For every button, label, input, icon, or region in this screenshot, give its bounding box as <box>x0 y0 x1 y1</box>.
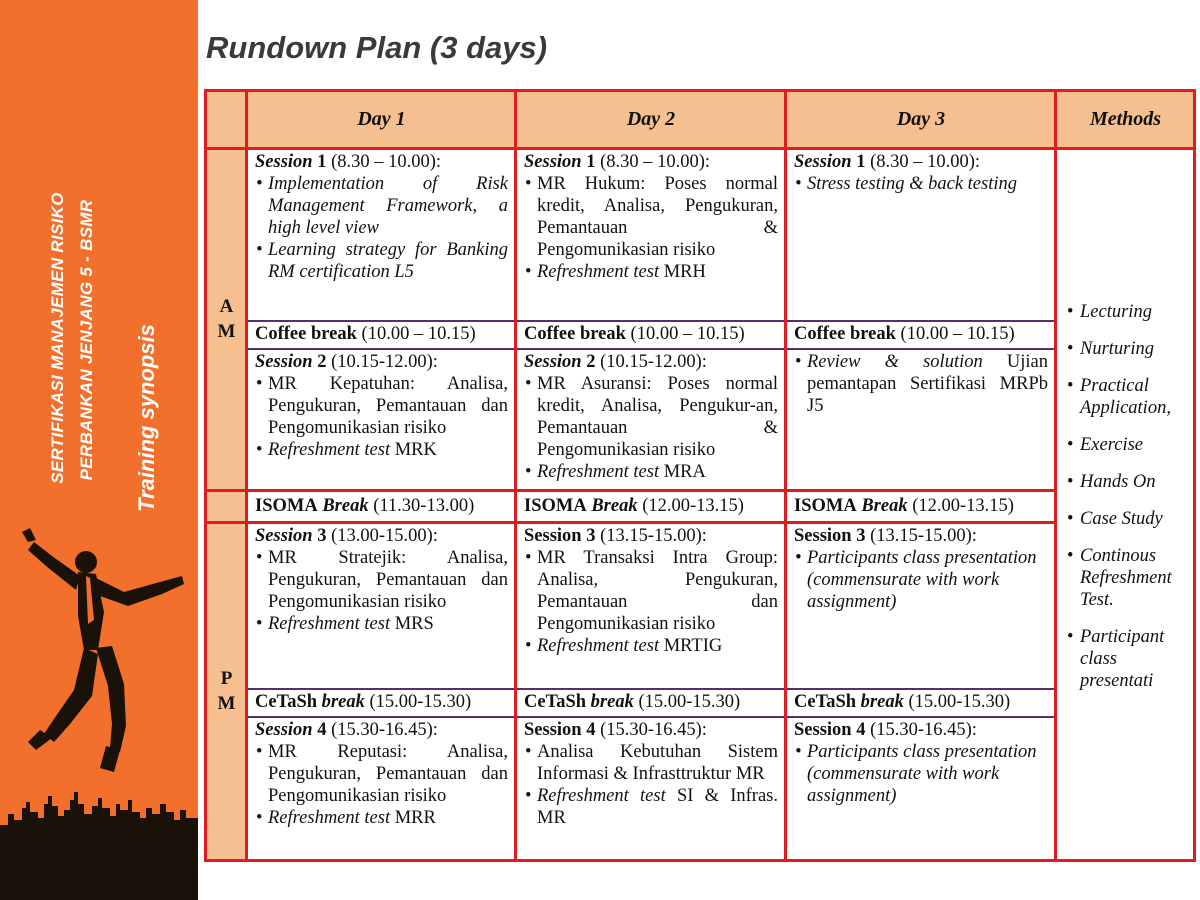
break-word: break <box>586 692 634 712</box>
break-time: (10.00 – 10.15) <box>625 324 745 344</box>
list-item: • Participants class presentation (commensurate with work assignment) <box>794 741 1048 807</box>
item-italic: Refreshment test <box>537 262 660 282</box>
table-row <box>206 491 1195 523</box>
session-time: (8.30 – 10.00): <box>595 152 711 172</box>
sidebar-title-line2: PERBANKAN JENJANG 5 - BSMR <box>77 199 96 481</box>
break-word: Break <box>586 496 638 516</box>
break-time: (15.00-15.30) <box>633 692 741 712</box>
break-time: (12.00-13.15) <box>637 496 744 516</box>
session-label: Session <box>255 351 313 372</box>
session-label: Session <box>255 526 313 546</box>
session-time: (15.30-16.45): <box>595 719 707 740</box>
day1-cetash <box>247 689 516 717</box>
break-time: (15.00-15.30) <box>364 692 472 712</box>
day3-coffee <box>786 321 1056 349</box>
sidebar-band <box>0 0 198 900</box>
list-item: • Stress testing & back testing <box>794 173 1048 195</box>
list-item: • MR Transaksi Intra Group: Analisa, Pengukuran, Pemantauan dan Pengomunikasian risiko <box>524 547 778 635</box>
list-item <box>524 635 778 657</box>
day3-isoma <box>786 491 1056 523</box>
list-item: • MR Hukum: Poses normal kredit, Analisa, Pengukuran, Pemantauan & Pengomunikasian risiko <box>524 173 778 261</box>
corner-cell <box>206 91 247 149</box>
table-header-row <box>206 91 1195 149</box>
break-label: Coffee break <box>794 324 896 344</box>
method-item: • Participant class presentati <box>1064 626 1187 692</box>
method-item: • Exercise <box>1064 434 1187 456</box>
method-item: • Hands On <box>1064 471 1187 493</box>
jumping-man-skyline-illustration <box>0 520 198 900</box>
session-time: (15.30-16.45): <box>865 719 977 740</box>
day2-coffee <box>516 321 786 349</box>
header-day-2: Day 2 <box>516 91 786 149</box>
sidebar-subtitle: Training synopsis <box>134 324 159 512</box>
break-label: CeTaSh <box>524 692 587 712</box>
session-label: Session <box>255 719 313 740</box>
break-label: CeTaSh <box>794 692 857 712</box>
method-item: • Lecturing <box>1064 301 1187 323</box>
session-label: Session 3 <box>794 526 866 546</box>
item-italic: Refreshment test <box>268 807 391 828</box>
list-item <box>524 461 778 483</box>
method-item: • Continous Refreshment Test. <box>1064 545 1187 611</box>
item-italic: Refreshment test <box>268 439 391 460</box>
table-row <box>206 523 1195 689</box>
session-time: (8.30 – 10.00): <box>865 152 981 172</box>
day3-session3 <box>786 523 1056 689</box>
session-time: (10.15-12.00): <box>595 351 707 372</box>
am-label <box>206 149 247 491</box>
item-extra: MRS <box>390 614 434 634</box>
break-time: (12.00-13.15) <box>907 496 1014 516</box>
session-num: 1 <box>581 152 596 172</box>
header-day-1: Day 1 <box>247 91 516 149</box>
list-item: • MR Asuransi: Poses normal kredit, Analisa, Pengukur-an, Pemantauan & Pengomunikasian risiko <box>524 373 778 461</box>
day1-coffee <box>247 321 516 349</box>
break-word: break <box>856 692 904 712</box>
session-label: Session 4 <box>524 719 596 740</box>
list-item: • Learning strategy for Banking RM certification L5 <box>255 239 508 283</box>
session-num: 3 <box>312 526 327 546</box>
item-extra: MRA <box>659 461 706 482</box>
day2-cetash <box>516 689 786 717</box>
item-extra: Ujian pemantapan Sertifikasi MRPb J5 <box>807 351 1048 416</box>
item-italic: Refreshment test <box>268 614 391 634</box>
item-italic: Review & solution <box>807 351 983 372</box>
list-item <box>255 439 508 461</box>
session-num: 4 <box>312 719 327 740</box>
list-item: • Analisa Kebutuhan Sistem Informasi & Infrasttruktur MR <box>524 741 778 785</box>
list-item <box>255 807 508 829</box>
method-item: • Nurturing <box>1064 338 1187 360</box>
list-item <box>794 351 1048 417</box>
day1-session4 <box>247 717 516 861</box>
am-label-m: M <box>217 321 236 342</box>
am-label-a: A <box>219 296 234 317</box>
method-item: • Practical Application, <box>1064 375 1187 419</box>
header-day-3: Day 3 <box>786 91 1056 149</box>
methods-cell <box>1056 149 1195 861</box>
break-time: (11.30-13.00) <box>368 496 475 516</box>
break-label: Coffee break <box>255 324 357 344</box>
sidebar-title-line1: SERTIFIKASI MANAJEMEN RISIKO <box>48 192 67 484</box>
list-item: • MR Kepatuhan: Analisa, Pengukuran, Pemantauan dan Pengomunikasian risiko <box>255 373 508 439</box>
item-extra: MRH <box>659 262 706 282</box>
day3-session2 <box>786 349 1056 491</box>
session-label: Session 4 <box>794 719 866 740</box>
session-label: Session <box>794 152 852 172</box>
session-label: Session <box>255 152 313 172</box>
pm-label-m: M <box>217 693 236 714</box>
session-num: 2 <box>312 351 327 372</box>
break-label: CeTaSh <box>255 692 318 712</box>
break-time: (10.00 – 10.15) <box>895 324 1015 344</box>
break-label: ISOMA <box>255 496 318 516</box>
break-label: ISOMA <box>524 496 587 516</box>
list-item <box>524 785 778 829</box>
item-extra: MRK <box>390 439 437 460</box>
session-time: (15.30-16.45): <box>326 719 438 740</box>
isoma-label-cell <box>206 491 247 523</box>
page-title: Rundown Plan (3 days) <box>206 30 548 65</box>
session-num: 1 <box>851 152 866 172</box>
session-time: (8.30 – 10.00): <box>326 152 442 172</box>
break-word: break <box>317 692 365 712</box>
day3-session4 <box>786 717 1056 861</box>
day2-session4 <box>516 717 786 861</box>
item-italic: Refreshment test <box>537 636 660 656</box>
table-row <box>206 349 1195 491</box>
day1-session1 <box>247 149 516 321</box>
break-word: Break <box>317 496 369 516</box>
list-item: • MR Reputasi: Analisa, Pengukuran, Pemantauan dan Pengomunikasian risiko <box>255 741 508 807</box>
session-label: Session 3 <box>524 526 596 546</box>
pm-label-p: P <box>220 668 233 689</box>
pm-label <box>206 523 247 861</box>
day2-session2 <box>516 349 786 491</box>
session-num: 2 <box>581 351 596 372</box>
list-item: • MR Stratejik: Analisa, Pengukuran, Pemantauan dan Pengomunikasian risiko <box>255 547 508 613</box>
day3-session1 <box>786 149 1056 321</box>
day2-session3 <box>516 523 786 689</box>
break-word: Break <box>856 496 908 516</box>
item-italic: Refreshment test <box>537 461 660 482</box>
method-item: • Case Study <box>1064 508 1187 530</box>
item-extra: MRR <box>390 807 436 828</box>
break-time: (10.00 – 10.15) <box>356 324 476 344</box>
break-label: Coffee break <box>524 324 626 344</box>
session-time: (13.15-15.00): <box>595 526 707 546</box>
table-row <box>206 717 1195 861</box>
table-row <box>206 321 1195 349</box>
list-item <box>524 261 778 283</box>
session-time: (13.00-15.00): <box>326 526 438 546</box>
break-time: (15.00-15.30) <box>903 692 1011 712</box>
day3-cetash <box>786 689 1056 717</box>
table-row <box>206 149 1195 321</box>
break-label: ISOMA <box>794 496 857 516</box>
day2-session1 <box>516 149 786 321</box>
rundown-table <box>204 89 1196 862</box>
item-extra: MRTIG <box>659 636 723 656</box>
list-item <box>255 613 508 635</box>
header-methods: Methods <box>1056 91 1195 149</box>
day1-isoma <box>247 491 516 523</box>
day2-isoma <box>516 491 786 523</box>
list-item: • Implementation of Risk Management Framework, a high level view <box>255 173 508 239</box>
table-row <box>206 689 1195 717</box>
session-time: (10.15-12.00): <box>326 351 438 372</box>
session-num: 1 <box>312 152 327 172</box>
day1-session2 <box>247 349 516 491</box>
item-extra: SI & Infras. MR <box>537 785 779 828</box>
list-item: • Participants class presentation (commensurate with work assignment) <box>794 547 1048 613</box>
day1-session3 <box>247 523 516 689</box>
item-italic: Refreshment test <box>537 785 666 806</box>
session-label: Session <box>524 152 582 172</box>
session-label: Session <box>524 351 582 372</box>
session-time: (13.15-15.00): <box>865 526 977 546</box>
